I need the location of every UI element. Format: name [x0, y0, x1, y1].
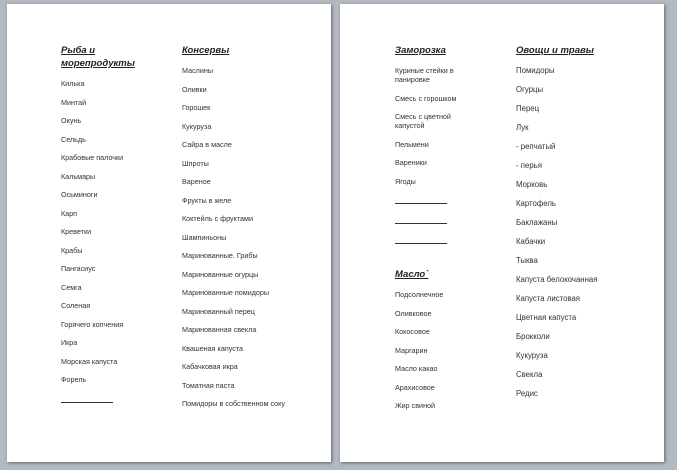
- list-item: Помидоры в собственном соку: [182, 399, 285, 408]
- fish-seafood-column: [61, 44, 146, 414]
- list-item: Креветки: [61, 227, 92, 236]
- canned-goods-list: [182, 66, 287, 408]
- oil-list: [395, 290, 475, 410]
- frozen-list: [395, 66, 475, 244]
- list-item: Икра: [61, 338, 78, 347]
- document-page-2: [340, 4, 664, 462]
- oil-heading: Масло`: [395, 269, 429, 280]
- list-item: Маринованные огурцы: [182, 269, 259, 279]
- list-item: Редис: [516, 389, 538, 398]
- list-item: Картофель: [516, 199, 556, 208]
- list-item: Капуста белокочанная: [516, 275, 598, 284]
- list-item: Горошек: [182, 103, 211, 112]
- vegetables-herbs-list: [516, 66, 636, 398]
- list-item: Шпроты: [182, 158, 209, 168]
- list-item: Маринованная свекла: [182, 325, 257, 334]
- list-item: Крабы: [61, 245, 83, 255]
- list-item: Тыква: [516, 256, 538, 265]
- list-item: Цветная капуста: [516, 313, 577, 322]
- list-item: Перец: [516, 104, 540, 113]
- list-item: Морская капуста: [61, 356, 118, 366]
- list-item: Коктейль с фруктами: [182, 214, 253, 223]
- list-item: Квашеная капуста: [182, 343, 244, 353]
- list-item: Соленая: [61, 301, 91, 310]
- blank-line: [61, 394, 113, 403]
- list-item: Маслины: [182, 66, 214, 75]
- list-item: Морковь: [516, 180, 548, 189]
- list-item: Куриные стейки в панировке: [395, 66, 454, 84]
- list-item: Баклажаны: [516, 218, 558, 227]
- list-item: Окунь: [61, 116, 82, 125]
- list-item: Килька: [61, 79, 85, 88]
- list-item: Маринованные помидоры: [182, 288, 270, 297]
- document-page-1: [7, 4, 331, 462]
- frozen-column: [395, 44, 475, 255]
- list-item: Смесь с цветной капустой: [395, 112, 451, 130]
- list-item: Кукуруза: [516, 351, 548, 360]
- list-item: - перья: [516, 161, 542, 170]
- list-item: Ягоды: [395, 176, 416, 186]
- list-item: Арахисовое: [395, 382, 435, 392]
- list-item: Смесь с горошком: [395, 93, 457, 103]
- list-item: Кабачковая икра: [182, 362, 238, 371]
- list-item: Фрукты в желе: [182, 195, 232, 205]
- list-item: Капуста листовая: [516, 294, 581, 303]
- list-item: Сельдь: [61, 134, 86, 144]
- oil-column: [395, 268, 475, 420]
- list-item: Огурцы: [516, 85, 544, 94]
- list-item: Свекла: [516, 370, 543, 379]
- list-item: Вареники: [395, 158, 427, 167]
- list-item: Помидоры: [516, 66, 555, 75]
- blank-line: [395, 215, 447, 224]
- frozen-heading: Заморозка: [395, 45, 446, 56]
- list-item: Шампиньоны: [182, 232, 227, 242]
- vegetables-herbs-column: [516, 44, 636, 408]
- list-item: Кальмары: [61, 171, 96, 181]
- list-item: Брокколи: [516, 332, 550, 341]
- list-item: Форель: [61, 375, 87, 384]
- list-item: Горячего копчения: [61, 319, 124, 329]
- canned-goods-heading: Консервы: [182, 45, 230, 56]
- list-item: Жир свиной: [395, 401, 436, 410]
- list-item: Маргарин: [395, 345, 428, 355]
- list-item: - репчатый: [516, 142, 556, 151]
- list-item: Томатная паста: [182, 380, 235, 390]
- list-item: Крабовые палочки: [61, 153, 124, 162]
- list-item: Кукуруза: [182, 121, 212, 131]
- list-item: Семга: [61, 282, 82, 292]
- list-item: Пангасиус: [61, 264, 96, 273]
- list-item: Осьминоги: [61, 190, 98, 199]
- list-item: Маринованный перец: [182, 306, 255, 316]
- list-item: Масло какао: [395, 364, 438, 373]
- blank-line: [395, 195, 447, 204]
- list-item: Кокосовое: [395, 327, 430, 336]
- list-item: Вареное: [182, 177, 211, 186]
- list-item: Маринованные. Грибы: [182, 251, 258, 260]
- list-item: Минтай: [61, 97, 87, 107]
- list-item: Пельмени: [395, 139, 429, 149]
- blank-line: [395, 235, 447, 244]
- canned-goods-column: [182, 44, 287, 418]
- list-item: Оливковое: [395, 308, 432, 318]
- list-item: Кабачки: [516, 237, 546, 246]
- fish-seafood-list: [61, 79, 146, 403]
- list-item: Карп: [61, 208, 78, 218]
- list-item: Подсолнечное: [395, 290, 444, 299]
- list-item: Сайра в масле: [182, 140, 232, 149]
- vegetables-herbs-heading: Овощи и травы: [516, 45, 594, 56]
- fish-seafood-heading: Рыба и морепродукты: [61, 45, 135, 69]
- list-item: Оливки: [182, 84, 207, 94]
- list-item: Лук: [516, 123, 529, 132]
